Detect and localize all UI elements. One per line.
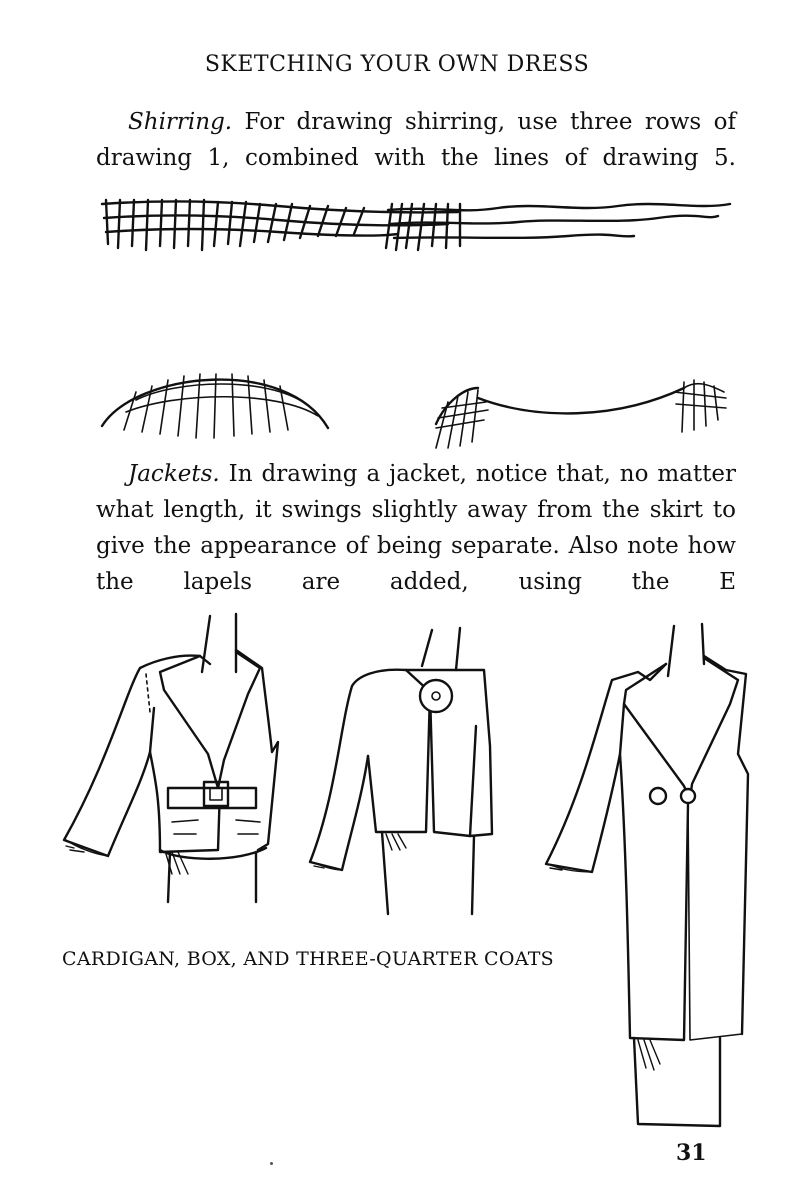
shirring-grid-band	[102, 200, 458, 250]
coat-button-left	[650, 788, 666, 804]
box-coat-illustration	[306, 626, 506, 918]
jackets-paragraph	[96, 456, 736, 600]
jackets-body: In drawing a jacket, notice that, no matter what length, it swings slightly away from the skirt to give the appearance of being separate. Also note how the lapels are added, using the E	[96, 461, 736, 595]
right-front	[688, 804, 742, 1040]
left-sleeve	[310, 670, 406, 870]
skirt	[382, 832, 474, 914]
left-sleeve	[64, 656, 210, 856]
pocket-flaps	[172, 820, 260, 822]
right-front	[430, 692, 476, 836]
neck	[668, 624, 704, 676]
left-lapel	[160, 656, 218, 788]
left-sleeve	[546, 664, 666, 872]
figure-caption: CARDIGAN, BOX, AND THREE-QUARTER COATS	[62, 948, 555, 970]
left-lapel	[624, 664, 690, 800]
neck	[202, 614, 236, 672]
jackets-lead: Jackets.	[128, 461, 220, 487]
shirring-swag	[436, 380, 726, 448]
shirring-lead: Shirring.	[128, 109, 233, 135]
right-lapel	[690, 658, 738, 800]
shirring-curved-illustration	[96, 362, 736, 452]
shirring-paragraph	[96, 104, 736, 176]
coat-button-right	[681, 789, 695, 803]
right-lapel	[218, 652, 260, 788]
large-button	[420, 680, 452, 712]
three-quarter-coat-illustration	[542, 624, 762, 1134]
skirt	[634, 1038, 720, 1126]
shirring-dome	[102, 374, 328, 438]
left-body	[150, 708, 220, 852]
running-head: SKETCHING YOUR OWN DRESS	[204, 52, 590, 77]
neck	[422, 628, 460, 670]
left-front	[620, 704, 688, 1040]
shirring-wave-band	[386, 204, 730, 250]
cardigan-coat-illustration	[60, 612, 280, 902]
shirring-body: For drawing shirring, use three rows of drawing 1, combined with the lines of drawing 5.	[96, 109, 736, 171]
skirt-shadow	[386, 834, 406, 850]
paper-speck	[270, 1162, 273, 1165]
page-number: 31	[676, 1140, 707, 1166]
skirt-shadow	[638, 1040, 660, 1070]
seam-stitching	[146, 674, 150, 712]
shirring-straight-illustration	[98, 196, 738, 256]
